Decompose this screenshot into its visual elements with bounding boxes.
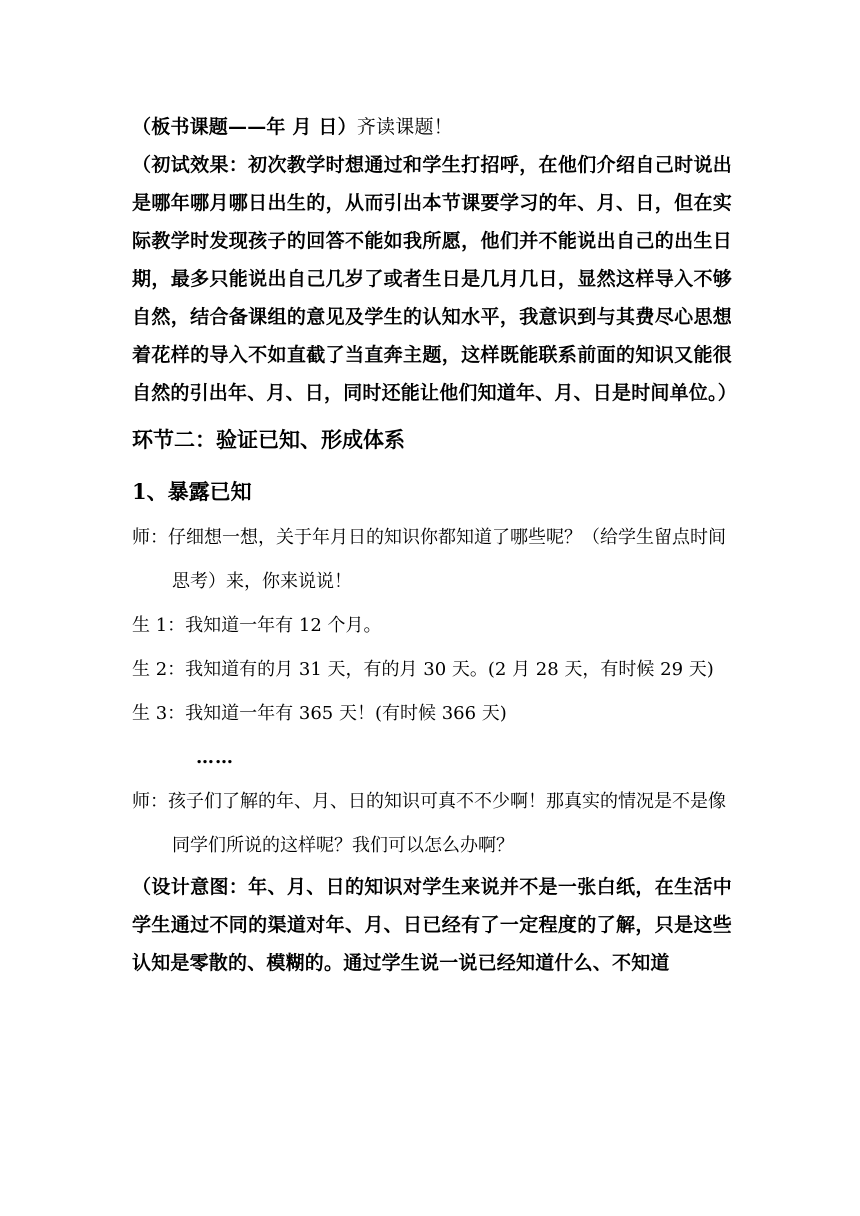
subheading: 1、暴露已知 — [132, 479, 252, 504]
board-title-text: （板书课题——年 月 日） — [132, 116, 357, 138]
teacher-question-1: 师：仔细想一想，关于年月日的知识你都知道了哪些呢？（给学生留点时间思考）来，你来说说！ — [132, 527, 726, 592]
design-intent-paragraph: （设计意图：年、月、日的知识对学生来说并不是一张白纸，在生活中学生通过不同的渠道对年、月、日已经有了一定程度的了解，只是这些认知是零散的、模糊的。通过学生说一说已经知道什么、不知道 — [132, 876, 732, 974]
read-title-text: 齐读课题！ — [356, 116, 453, 138]
student-answer-3: 生 3：我知道一年有 365 天！(有时候 366 天) — [132, 703, 507, 724]
teacher-question-2: 师：孩子们了解的年、月、日的知识可真不不少啊！那真实的情况是不是像同学们所说的这样呢？我们可以怎么办啊？ — [132, 791, 726, 856]
trial-effect-paragraph: （初试效果：初次教学时想通过和学生打招呼，在他们介绍自己时说出是哪年哪月哪日出生的，从而引出本节课要学习的年、月、日，但在实际教学时发现孩子的回答不能如我所愿，他们并不能说出自己的出生日期，最多只能说出自己几岁了或者生日是几月几日，显然这样导入不够自然，结合备课组的意见及学生的认知水平，我意识到与其费尽心思想着花样的导入不如直截了当直奔主题，这样既能联系前面的知识又能很自然的引出年、月、日，同时还能让他们知道年、月、日是时间单位。） — [132, 154, 737, 404]
student-answer-2: 生 2：我知道有的月 31 天，有的月 30 天。(2 月 28 天，有时候 29 天) — [132, 659, 714, 680]
document-content — [132, 108, 737, 982]
student-answer-1: 生 1：我知道一年有 12 个月。 — [132, 615, 382, 636]
board-title-line — [132, 108, 732, 146]
ellipsis-mark: …… — [196, 747, 234, 768]
section-heading: 环节二：验证已知、形成体系 — [132, 427, 405, 452]
